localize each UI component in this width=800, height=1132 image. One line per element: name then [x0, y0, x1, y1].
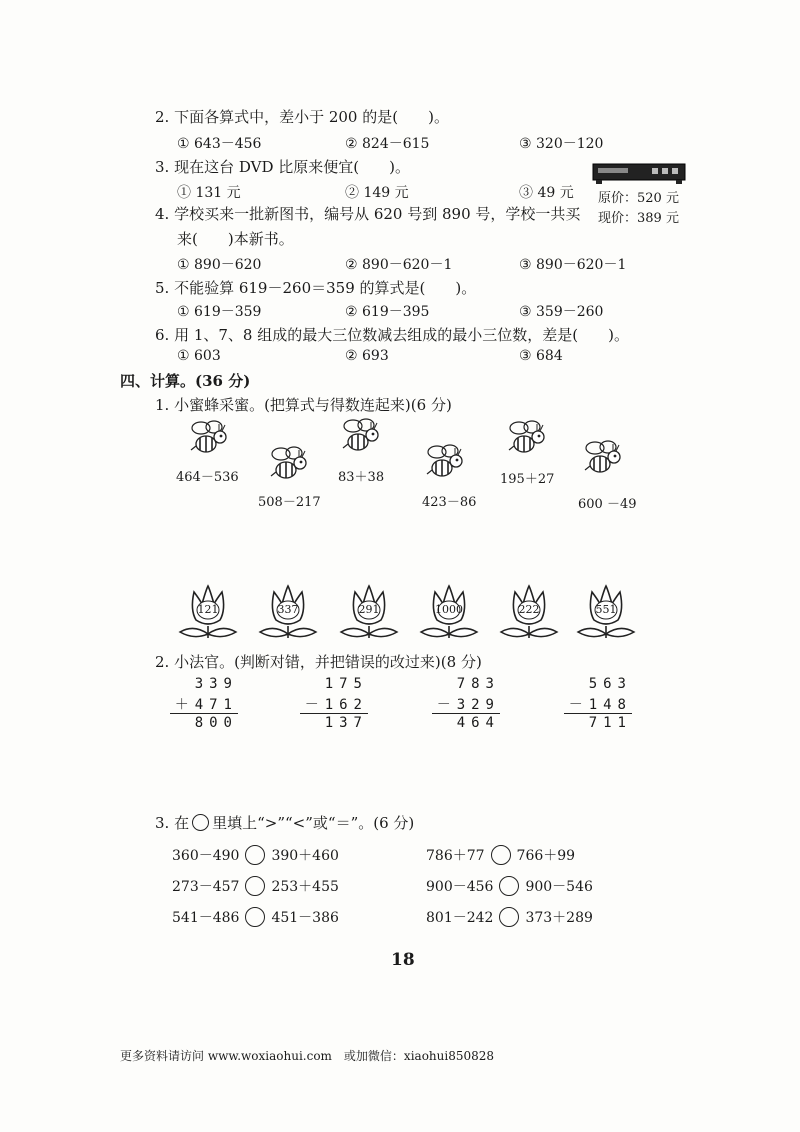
- page-number: 18: [391, 950, 415, 970]
- calc-rule: [170, 713, 238, 714]
- flower-number: 222: [518, 603, 540, 616]
- calc-result: 800: [194, 715, 238, 731]
- bee-icon: [188, 420, 228, 458]
- comparison-right: 390＋460: [271, 848, 339, 864]
- question-4-option-2: ② 890－620－1: [345, 257, 453, 273]
- vertical-calculation: [564, 676, 632, 733]
- calc-operand-row: －148: [568, 697, 632, 713]
- comparison-left: 801－242: [426, 910, 494, 926]
- bee-expression: 508－217: [258, 495, 321, 510]
- section-4-title: 四、计算。(36 分): [120, 372, 251, 390]
- calc-top-number: 175: [324, 676, 368, 692]
- question-4-stem-continued: 来( )本新书。: [177, 230, 294, 248]
- answer-circle[interactable]: [245, 845, 265, 865]
- circle-symbol-icon: [192, 814, 209, 831]
- flower-number: 1000: [435, 603, 463, 616]
- question-5-option-3: ③ 359－260: [519, 304, 604, 320]
- bee-icon: [582, 440, 622, 478]
- comparison-right: 900－546: [525, 879, 593, 895]
- vertical-calculation: [300, 676, 368, 733]
- bee-icon: [506, 420, 546, 458]
- question-5-option-2: ② 619－395: [345, 304, 430, 320]
- flower-number: 291: [358, 603, 380, 616]
- comparison-left: 786＋77: [426, 848, 485, 864]
- question-2-option-2: ② 824－615: [345, 136, 430, 152]
- question-6-option-1: ① 603: [177, 348, 221, 364]
- comparison-left: 273－457: [172, 879, 240, 895]
- question-4-option-1: ① 890－620: [177, 257, 262, 273]
- answer-circle[interactable]: [245, 907, 265, 927]
- question-3-stem: 3. 现在这台 DVD 比原来便宜( )。: [155, 158, 410, 176]
- answer-circle[interactable]: [245, 876, 265, 896]
- bee-expression: 423－86: [422, 495, 477, 510]
- question-4-option-3: ③ 890－620－1: [519, 257, 627, 273]
- part-1-title: 1. 小蜜蜂采蜜。(把算式与得数连起来)(6 分): [155, 396, 452, 414]
- comparison-right: 253＋455: [271, 879, 339, 895]
- question-2-option-3: ③ 320－120: [519, 136, 604, 152]
- question-6-option-3: ③ 684: [519, 348, 563, 364]
- question-2-stem: 2. 下面各算式中，差小于 200 的是( )。: [155, 108, 449, 126]
- dvd-player-image: [592, 160, 686, 186]
- part-3-title-prefix: 3. 在: [155, 814, 190, 832]
- answer-circle[interactable]: [499, 907, 519, 927]
- comparison-item: [172, 907, 339, 927]
- bee-icon: [268, 446, 308, 484]
- footer-text: 更多资料请访问 www.woxiaohui.com 或加微信：xiaohui850828: [120, 1049, 495, 1063]
- vertical-calculation: [170, 676, 238, 733]
- comparison-item: [172, 845, 339, 865]
- vertical-calculation: [432, 676, 500, 733]
- dvd-original-price: 原价：520 元: [598, 191, 679, 206]
- comparison-right: 766＋99: [516, 848, 576, 864]
- calc-result: 464: [456, 715, 500, 731]
- calc-top-number: 783: [456, 676, 500, 692]
- calc-operand-row: －162: [304, 697, 368, 713]
- bee-icon: [424, 444, 464, 482]
- calc-result: 711: [588, 715, 632, 731]
- bee-expression: 600 －49: [578, 497, 637, 512]
- question-3-option-3: ③ 49 元: [519, 185, 574, 201]
- flower-number: 551: [595, 603, 617, 616]
- part-3-title: [155, 812, 414, 833]
- comparison-item: [426, 845, 575, 865]
- calc-rule: [564, 713, 632, 714]
- comparison-left: 360－490: [172, 848, 240, 864]
- question-5-stem: 5. 不能验算 619－260＝359 的算式是( )。: [155, 279, 477, 297]
- bee-icon: [340, 418, 380, 456]
- dvd-current-price: 现价：389 元: [598, 211, 679, 226]
- comparison-left: 541－486: [172, 910, 240, 926]
- bee-expression: 83＋38: [338, 470, 385, 485]
- comparison-right: 451－386: [271, 910, 339, 926]
- part-3-title-suffix: 里填上“>”“<”或“＝”。(6 分): [212, 814, 415, 832]
- answer-circle[interactable]: [491, 845, 511, 865]
- comparison-right: 373＋289: [525, 910, 593, 926]
- calc-operand-row: ＋471: [174, 697, 238, 713]
- question-2-option-1: ① 643－456: [177, 136, 262, 152]
- calc-result: 137: [324, 715, 368, 731]
- question-5-option-1: ① 619－359: [177, 304, 262, 320]
- comparison-item: [426, 907, 593, 927]
- question-6-option-2: ② 693: [345, 348, 389, 364]
- question-3-option-2: ② 149 元: [345, 185, 409, 201]
- bee-expression: 195＋27: [500, 472, 555, 487]
- question-6-stem: 6. 用 1、7、8 组成的最大三位数减去组成的最小三位数，差是( )。: [155, 326, 629, 344]
- calc-operand-row: －329: [436, 697, 500, 713]
- flower-number: 337: [277, 603, 299, 616]
- answer-circle[interactable]: [499, 876, 519, 896]
- comparison-item: [426, 876, 593, 896]
- calc-rule: [300, 713, 368, 714]
- comparison-item: [172, 876, 339, 896]
- flower-number: 121: [197, 603, 219, 616]
- bee-expression: 464－536: [176, 470, 239, 485]
- calc-rule: [432, 713, 500, 714]
- part-2-title: 2. 小法官。(判断对错，并把错误的改过来)(8 分): [155, 653, 482, 671]
- calc-top-number: 339: [194, 676, 238, 692]
- calc-top-number: 563: [588, 676, 632, 692]
- question-4-stem: 4. 学校买来一批新图书，编号从 620 号到 890 号，学校一共买: [155, 205, 581, 223]
- question-3-option-1: ① 131 元: [177, 185, 241, 201]
- comparison-left: 900－456: [426, 879, 494, 895]
